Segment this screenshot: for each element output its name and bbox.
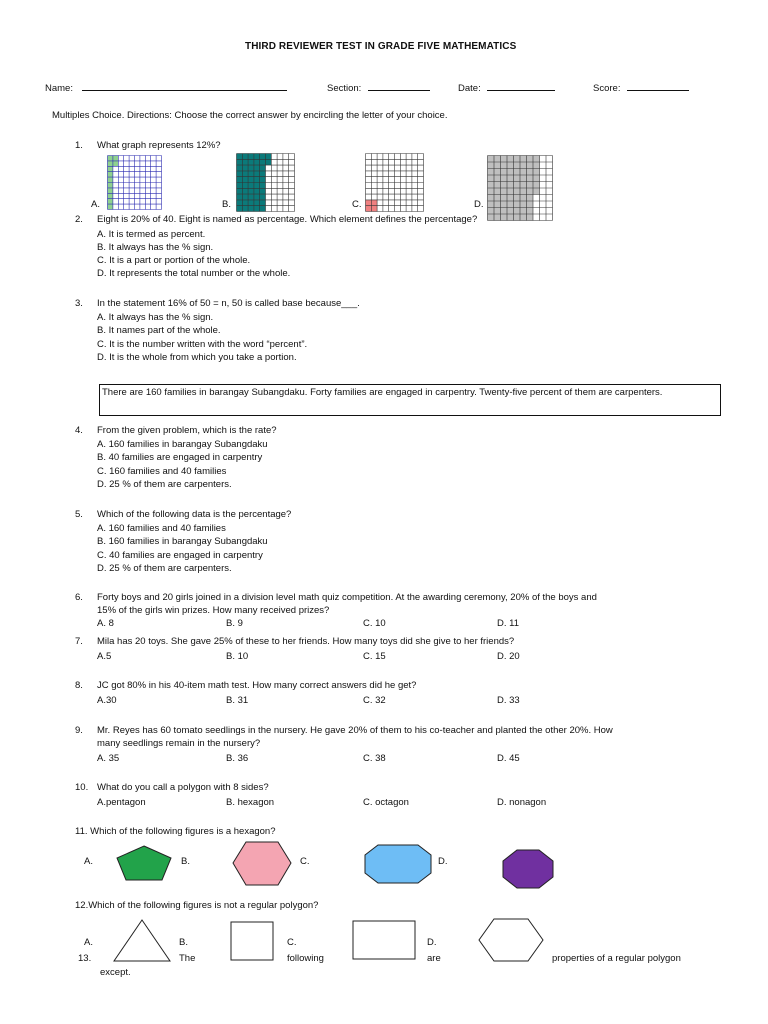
q7-choice-a[interactable]: A.5 [97, 651, 112, 662]
q8-number: 8. [75, 680, 83, 691]
date-field[interactable] [458, 81, 555, 94]
q1-choice-b-label[interactable]: B. [222, 199, 231, 210]
grid-filled-cell [533, 169, 540, 176]
q6-number: 6. [75, 592, 83, 603]
q9-text-line1: Mr. Reyes has 60 tomato seedlings in the nursery. He gave 20% of them to his co-teacher and planted the other 20%. How [97, 725, 613, 736]
grid-filled-cell [507, 201, 514, 208]
q10-choice-d[interactable]: D. nonagon [497, 797, 547, 808]
q6-choice-c[interactable]: C. 10 [363, 618, 386, 629]
q8-choice-b[interactable]: B. 31 [226, 695, 249, 706]
grid-svg [365, 153, 424, 212]
q3-choice-a[interactable]: A. It always has the % sign. [97, 312, 214, 323]
q13-word-following: following [287, 953, 324, 964]
q2-choice-b[interactable]: B. It always has the % sign. [97, 242, 214, 253]
grid-filled-cell [488, 201, 495, 208]
q1-number: 1. [75, 140, 83, 151]
grid-filled-cell [366, 200, 372, 206]
grid-filled-cell [527, 195, 534, 202]
grid-filled-cell [514, 214, 521, 221]
q13-number: 13. [78, 953, 92, 964]
grid-filled-cell [527, 169, 534, 176]
directions: Multiples Choice. Directions: Choose the correct answer by encircling the letter of your choice. [52, 110, 448, 121]
grid-filled-cell [514, 195, 521, 202]
grid-filled-cell [108, 161, 113, 166]
q3-choice-d[interactable]: D. It is the whole from which you take a portion. [97, 352, 297, 363]
q7-choice-b[interactable]: B. 10 [226, 651, 249, 662]
grid-filled-cell [520, 208, 527, 215]
grid-filled-cell [254, 154, 260, 160]
q12-text: 12.Which of the following figures is not a regular polygon? [75, 900, 319, 911]
grid-filled-cell [371, 200, 377, 206]
grid-filled-cell [527, 175, 534, 182]
grid-filled-cell [260, 183, 266, 189]
grid-filled-cell [488, 214, 495, 221]
q13-word-properties: properties of a regular polygon [552, 953, 681, 964]
score-field[interactable] [593, 81, 689, 94]
q13-word-the: The [179, 953, 196, 964]
grid-filled-cell [501, 169, 508, 176]
q10-choice-a[interactable]: A.pentagon [97, 797, 146, 808]
q9-number: 9. [75, 725, 83, 736]
grid-filled-cell [113, 156, 118, 161]
grid-filled-cell [520, 169, 527, 176]
grid-filled-cell [108, 177, 113, 182]
q6-text-line2: 15% of the girls win prizes. How many received prizes? [97, 605, 330, 616]
q12-choice-d-label[interactable]: D. [427, 937, 437, 948]
grid-filled-cell [514, 182, 521, 189]
grid-filled-cell [237, 159, 243, 165]
grid-filled-cell [366, 206, 372, 212]
grid-filled-cell [488, 162, 495, 169]
grid-filled-cell [237, 200, 243, 206]
q1-choice-c-label[interactable]: C. [352, 199, 362, 210]
q8-choice-d[interactable]: D. 33 [497, 695, 520, 706]
q10-text: What do you call a polygon with 8 sides? [97, 782, 269, 793]
octagon-shape[interactable] [364, 844, 432, 884]
q5-text: Which of the following data is the percentage? [97, 509, 292, 520]
q9-choice-b[interactable]: B. 36 [226, 753, 249, 764]
grid-filled-cell [248, 177, 254, 183]
q10-choice-c[interactable]: C. octagon [363, 797, 409, 808]
grid-filled-cell [242, 206, 248, 212]
q9-choice-c[interactable]: C. 38 [363, 753, 386, 764]
percent-grid-d[interactable] [487, 155, 553, 221]
grid-filled-cell [254, 200, 260, 206]
grid-filled-cell [260, 188, 266, 194]
grid-filled-cell [494, 156, 501, 163]
grid-filled-cell [113, 161, 118, 166]
q9-text-line2: many seedlings remain in the nursery? [97, 738, 261, 749]
grid-filled-cell [108, 204, 113, 209]
grid-filled-cell [108, 199, 113, 204]
pentagon-shape[interactable] [116, 845, 172, 881]
grid-svg [236, 153, 295, 212]
score-label: Score: [593, 83, 621, 94]
page-title: THIRD REVIEWER TEST IN GRADE FIVE MATHEMATICS [245, 41, 517, 52]
grid-filled-cell [254, 165, 260, 171]
q4-number: 4. [75, 425, 83, 436]
grid-filled-cell [260, 194, 266, 200]
grid-filled-cell [507, 195, 514, 202]
q5-choice-b[interactable]: B. 160 families in barangay Subangdaku [97, 536, 268, 547]
grid-filled-cell [520, 175, 527, 182]
section-blank[interactable] [368, 81, 430, 91]
grid-filled-cell [254, 159, 260, 165]
q5-choice-d[interactable]: D. 25 % of them are carpenters. [97, 563, 232, 574]
grid-filled-cell [371, 206, 377, 212]
problem-text: There are 160 families in barangay Subangdaku. Forty families are engaged in carpentry. Twenty-five percent of them are carpenters. [102, 387, 663, 398]
grid-filled-cell [501, 156, 508, 163]
q2-number: 2. [75, 214, 83, 225]
q4-choice-b[interactable]: B. 40 families are engaged in carpentry [97, 452, 263, 463]
date-label: Date: [458, 83, 481, 94]
grid-filled-cell [254, 171, 260, 177]
grid-svg [107, 155, 162, 210]
percent-grid-c[interactable] [365, 153, 424, 212]
grid-filled-cell [242, 154, 248, 160]
grid-filled-cell [501, 175, 508, 182]
q12-choice-a-label[interactable]: A. [84, 937, 93, 948]
rectangle-shape[interactable] [352, 920, 416, 960]
grid-filled-cell [260, 171, 266, 177]
grid-filled-cell [494, 162, 501, 169]
q6-text-line1: Forty boys and 20 girls joined in a division level math quiz competition. At the awarding ceremony, 20% of the boys and [97, 592, 597, 603]
q2-choice-c[interactable]: C. It is a part or portion of the whole. [97, 255, 251, 266]
grid-filled-cell [507, 188, 514, 195]
grid-filled-cell [527, 182, 534, 189]
q2-choice-d[interactable]: D. It represents the total number or the whole. [97, 268, 291, 279]
q11-choice-b-label[interactable]: B. [181, 856, 190, 867]
grid-filled-cell [527, 208, 534, 215]
grid-filled-cell [488, 188, 495, 195]
q10-choice-b[interactable]: B. hexagon [226, 797, 275, 808]
grid-filled-cell [507, 214, 514, 221]
grid-filled-cell [237, 188, 243, 194]
grid-filled-cell [237, 177, 243, 183]
q11-choice-a-label[interactable]: A. [84, 856, 93, 867]
grid-filled-cell [520, 214, 527, 221]
q4-choice-a[interactable]: A. 160 families in barangay Subangdaku [97, 439, 268, 450]
grid-filled-cell [248, 171, 254, 177]
grid-filled-cell [242, 159, 248, 165]
q9-choice-d[interactable]: D. 45 [497, 753, 520, 764]
grid-filled-cell [248, 159, 254, 165]
grid-filled-cell [237, 154, 243, 160]
grid-filled-cell [501, 195, 508, 202]
grid-filled-cell [248, 165, 254, 171]
grid-filled-cell [507, 169, 514, 176]
grid-filled-cell [488, 169, 495, 176]
q11-choice-c-label[interactable]: C. [300, 856, 310, 867]
triangle-shape[interactable] [113, 919, 171, 962]
grid-filled-cell [520, 195, 527, 202]
grid-filled-cell [260, 154, 266, 160]
q7-text: Mila has 20 toys. She gave 25% of these to her friends. How many toys did she give to her friends? [97, 636, 515, 647]
name-blank[interactable] [82, 81, 287, 91]
grid-filled-cell [254, 183, 260, 189]
q7-choice-d[interactable]: D. 20 [497, 651, 520, 662]
grid-filled-cell [108, 172, 113, 177]
grid-filled-cell [237, 171, 243, 177]
problem-box [99, 384, 721, 416]
grid-filled-cell [533, 182, 540, 189]
grid-filled-cell [507, 162, 514, 169]
date-blank[interactable] [487, 81, 555, 91]
grid-filled-cell [507, 208, 514, 215]
grid-filled-cell [533, 156, 540, 163]
grid-filled-cell [527, 162, 534, 169]
grid-filled-cell [501, 201, 508, 208]
grid-filled-cell [514, 188, 521, 195]
grid-filled-cell [514, 156, 521, 163]
q1-text: What graph represents 12%? [97, 140, 221, 151]
q13-tail: except. [100, 967, 131, 978]
hexagon-outline-shape[interactable] [478, 918, 544, 962]
grid-filled-cell [494, 182, 501, 189]
grid-filled-cell [520, 182, 527, 189]
q12-choice-b-label[interactable]: B. [179, 937, 188, 948]
grid-filled-cell [237, 165, 243, 171]
q7-choice-c[interactable]: C. 15 [363, 651, 386, 662]
q6-choice-d[interactable]: D. 11 [497, 618, 520, 629]
grid-filled-cell [501, 208, 508, 215]
grid-filled-cell [533, 162, 540, 169]
square-shape[interactable] [230, 921, 274, 961]
q3-number: 3. [75, 298, 83, 309]
section-label: Section: [327, 83, 362, 94]
grid-filled-cell [533, 188, 540, 195]
q1-choice-d-label[interactable]: D. [474, 199, 484, 210]
grid-filled-cell [527, 214, 534, 221]
grid-filled-cell [108, 183, 113, 188]
q3-choice-b[interactable]: B. It names part of the whole. [97, 325, 221, 336]
grid-filled-cell [242, 194, 248, 200]
percent-grid-b[interactable] [236, 153, 295, 212]
grid-filled-cell [514, 162, 521, 169]
q12-choice-c-label[interactable]: C. [287, 937, 297, 948]
grid-filled-cell [488, 195, 495, 202]
grid-filled-cell [242, 188, 248, 194]
q2-choice-a[interactable]: A. It is termed as percent. [97, 229, 206, 240]
grid-filled-cell [507, 156, 514, 163]
grid-filled-cell [520, 188, 527, 195]
q11-text: 11. Which of the following figures is a hexagon? [75, 826, 276, 837]
q11-choice-d-label[interactable]: D. [438, 856, 448, 867]
grid-filled-cell [501, 162, 508, 169]
q8-text: JC got 80% in his 40-item math test. How many correct answers did he get? [97, 680, 417, 691]
grid-filled-cell [520, 201, 527, 208]
grid-filled-cell [488, 175, 495, 182]
name-label: Name: [45, 83, 73, 94]
q5-number: 5. [75, 509, 83, 520]
q6-choice-b[interactable]: B. 9 [226, 618, 243, 629]
grid-filled-cell [242, 165, 248, 171]
grid-filled-cell [488, 182, 495, 189]
q13-word-are: are [427, 953, 441, 964]
grid-filled-cell [527, 156, 534, 163]
grid-filled-cell [514, 201, 521, 208]
grid-filled-cell [494, 188, 501, 195]
q10-number: 10. [75, 782, 89, 793]
q8-choice-a[interactable]: A.30 [97, 695, 117, 706]
grid-filled-cell [108, 166, 113, 171]
grid-filled-cell [242, 183, 248, 189]
grid-filled-cell [494, 201, 501, 208]
grid-filled-cell [254, 188, 260, 194]
grid-filled-cell [108, 193, 113, 198]
section-field[interactable] [327, 81, 430, 94]
octagon-shape-purple[interactable] [502, 849, 554, 889]
grid-filled-cell [527, 201, 534, 208]
grid-filled-cell [266, 159, 272, 165]
grid-filled-cell [501, 188, 508, 195]
grid-filled-cell [242, 177, 248, 183]
grid-filled-cell [514, 208, 521, 215]
q7-number: 7. [75, 636, 83, 647]
grid-filled-cell [494, 175, 501, 182]
grid-filled-cell [242, 171, 248, 177]
grid-svg [487, 155, 553, 221]
grid-filled-cell [248, 154, 254, 160]
q3-choice-c[interactable]: C. It is the number written with the word “percent”. [97, 339, 308, 350]
grid-filled-cell [260, 177, 266, 183]
grid-filled-cell [494, 214, 501, 221]
grid-filled-cell [237, 206, 243, 212]
percent-grid-a[interactable] [107, 155, 162, 210]
q1-choice-a-label[interactable]: A. [91, 199, 100, 210]
grid-filled-cell [501, 182, 508, 189]
grid-filled-cell [108, 188, 113, 193]
name-field[interactable] [45, 81, 287, 94]
grid-filled-cell [527, 188, 534, 195]
grid-filled-cell [514, 175, 521, 182]
grid-filled-cell [494, 195, 501, 202]
grid-filled-cell [242, 200, 248, 206]
grid-filled-cell [108, 156, 113, 161]
grid-filled-cell [507, 182, 514, 189]
q5-choice-a[interactable]: A. 160 families and 40 families [97, 523, 226, 534]
grid-filled-cell [520, 156, 527, 163]
grid-filled-cell [514, 169, 521, 176]
grid-filled-cell [260, 206, 266, 212]
q6-choice-a[interactable]: A. 8 [97, 618, 114, 629]
q9-choice-a[interactable]: A. 35 [97, 753, 120, 764]
q4-choice-d[interactable]: D. 25 % of them are carpenters. [97, 479, 232, 490]
grid-filled-cell [237, 194, 243, 200]
hexagon-shape[interactable] [232, 841, 292, 886]
grid-filled-cell [494, 208, 501, 215]
grid-filled-cell [266, 154, 272, 160]
grid-filled-cell [248, 200, 254, 206]
grid-filled-cell [494, 169, 501, 176]
grid-filled-cell [488, 208, 495, 215]
grid-filled-cell [254, 206, 260, 212]
grid-filled-cell [260, 165, 266, 171]
grid-filled-cell [248, 188, 254, 194]
grid-filled-cell [507, 175, 514, 182]
q8-choice-c[interactable]: C. 32 [363, 695, 386, 706]
grid-filled-cell [254, 177, 260, 183]
q4-text: From the given problem, which is the rate? [97, 425, 277, 436]
grid-filled-cell [520, 162, 527, 169]
grid-filled-cell [254, 194, 260, 200]
q5-choice-c[interactable]: C. 40 families are engaged in carpentry [97, 550, 263, 561]
grid-filled-cell [260, 159, 266, 165]
grid-filled-cell [237, 183, 243, 189]
q3-text: In the statement 16% of 50 = n, 50 is called base because___. [97, 298, 360, 309]
grid-filled-cell [248, 194, 254, 200]
score-blank[interactable] [627, 81, 689, 91]
grid-filled-cell [533, 175, 540, 182]
grid-filled-cell [501, 214, 508, 221]
grid-filled-cell [248, 183, 254, 189]
grid-filled-cell [248, 206, 254, 212]
q2-text: Eight is 20% of 40. Eight is named as percentage. Which element defines the percentage? [97, 214, 478, 225]
grid-filled-cell [488, 156, 495, 163]
grid-filled-cell [260, 200, 266, 206]
q4-choice-c[interactable]: C. 160 families and 40 families [97, 466, 227, 477]
